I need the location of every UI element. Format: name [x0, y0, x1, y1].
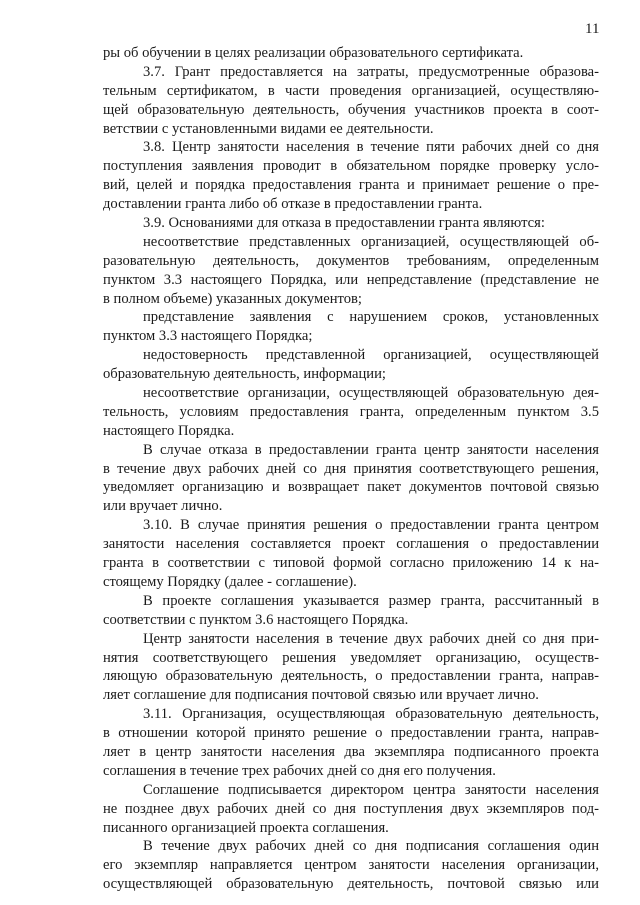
- text-line: В случае отказа в предоставлении гранта центр занятости населения: [143, 441, 599, 458]
- text-line: 3.7. Грант предоставляется на затраты, предусмотренные образова-: [143, 63, 599, 80]
- text-line: В проекте соглашения указывается размер гранта, рассчитанный в: [143, 592, 599, 609]
- text-line: щей образовательную деятельность, обучения участников проекта в соот-: [103, 101, 599, 118]
- text-line: пунктом 3.3 настоящего Порядка, или непредставление (представление не: [103, 271, 599, 288]
- text-line: не позднее двух рабочих дней со дня поступления двух экземпляров под-: [103, 800, 599, 817]
- text-line: писанного организацией проекта соглашения.: [103, 819, 389, 836]
- text-line: пунктом 3.3 настоящего Порядка;: [103, 328, 313, 345]
- text-line: ляющую образовательную деятельность, о предоставлении гранта, направ-: [103, 668, 599, 685]
- text-line: В течение двух рабочих дней со дня подписания соглашения один: [143, 838, 599, 855]
- text-line: его экземпляр направляется центром занятости населения организации,: [103, 857, 599, 874]
- text-line: доставлении гранта либо об отказе в предоставлении гранта.: [103, 196, 483, 213]
- text-line: тельным сертификатом, в части проведения организацией, осуществляю-: [103, 82, 599, 99]
- text-line: 3.10. В случае принятия решения о предоставлении гранта центром: [143, 517, 599, 534]
- text-line: разовательную деятельность, документов требованиям, определенным: [103, 252, 599, 269]
- text-line: образовательную деятельность, информации;: [103, 366, 386, 383]
- text-line: в полном объеме) указанных документов;: [103, 290, 362, 307]
- text-line: вий, целей и порядка предоставления гранта и принимает решение о пре-: [103, 177, 599, 194]
- text-line: недостоверность представленной организацией, осуществляющей: [143, 347, 599, 364]
- text-line: 3.11. Организация, осуществляющая образовательную деятельность,: [143, 706, 599, 723]
- text-line: поступления заявления проводит в обязательном порядке проверку усло-: [103, 158, 599, 175]
- text-line: несоответствие организации, осуществляющей образовательную дея-: [143, 385, 599, 402]
- text-line: осуществляющей образовательную деятельность, почтовой связью или: [103, 876, 599, 893]
- text-line: в отношении которой принято решение о предоставлении гранта, направ-: [103, 725, 599, 742]
- text-line: занятости населения составляется проект соглашения о предоставлении: [103, 536, 599, 553]
- text-line: уведомляет организацию и возвращает пакет документов почтовой связью: [103, 479, 599, 496]
- text-line: или вручает лично.: [103, 498, 223, 515]
- text-line: ляет в центр занятости населения два экземпляра подписанного проекта: [103, 743, 599, 760]
- document-body-text: [103, 44, 599, 894]
- text-line: представление заявления с нарушением сроков, установленных: [143, 309, 599, 326]
- text-line: Соглашение подписывается директором центра занятости населения: [143, 781, 599, 798]
- text-line: ветствии с установленными видами ее деятельности.: [103, 120, 434, 137]
- text-line: 3.8. Центр занятости населения в течение пяти рабочих дней со дня: [143, 139, 599, 156]
- text-line: ры об обучении в целях реализации образовательного сертификата.: [103, 45, 524, 61]
- text-line: нятия соответствующего решения уведомляет организацию, осуществ-: [103, 649, 599, 666]
- text-line: тельность, условиям предоставления гранта, определенным пунктом 3.5: [103, 403, 599, 420]
- text-line: стоящему Порядку (далее - соглашение).: [103, 573, 357, 590]
- text-line: несоответствие представленных организацией, осуществляющей об-: [143, 233, 599, 250]
- text-line: в течение двух рабочих дней со дня принятия соответствующего решения,: [103, 460, 599, 477]
- text-line: Центр занятости населения в течение двух рабочих дней со дня при-: [143, 630, 599, 647]
- text-line: настоящего Порядка.: [103, 422, 235, 439]
- text-line: 3.9. Основаниями для отказа в предоставлении гранта являются:: [143, 215, 545, 232]
- text-line: ляет соглашение для подписания почтовой связью или вручает лично.: [103, 687, 539, 704]
- text-line: соответствии с пунктом 3.6 настоящего Порядка.: [103, 611, 409, 628]
- page-number: 11: [585, 21, 600, 37]
- text-line: гранта в соответствии с типовой формой согласно приложению 14 к на-: [103, 555, 599, 572]
- text-line: соглашения в течение трех рабочих дней со дня его получения.: [103, 762, 496, 779]
